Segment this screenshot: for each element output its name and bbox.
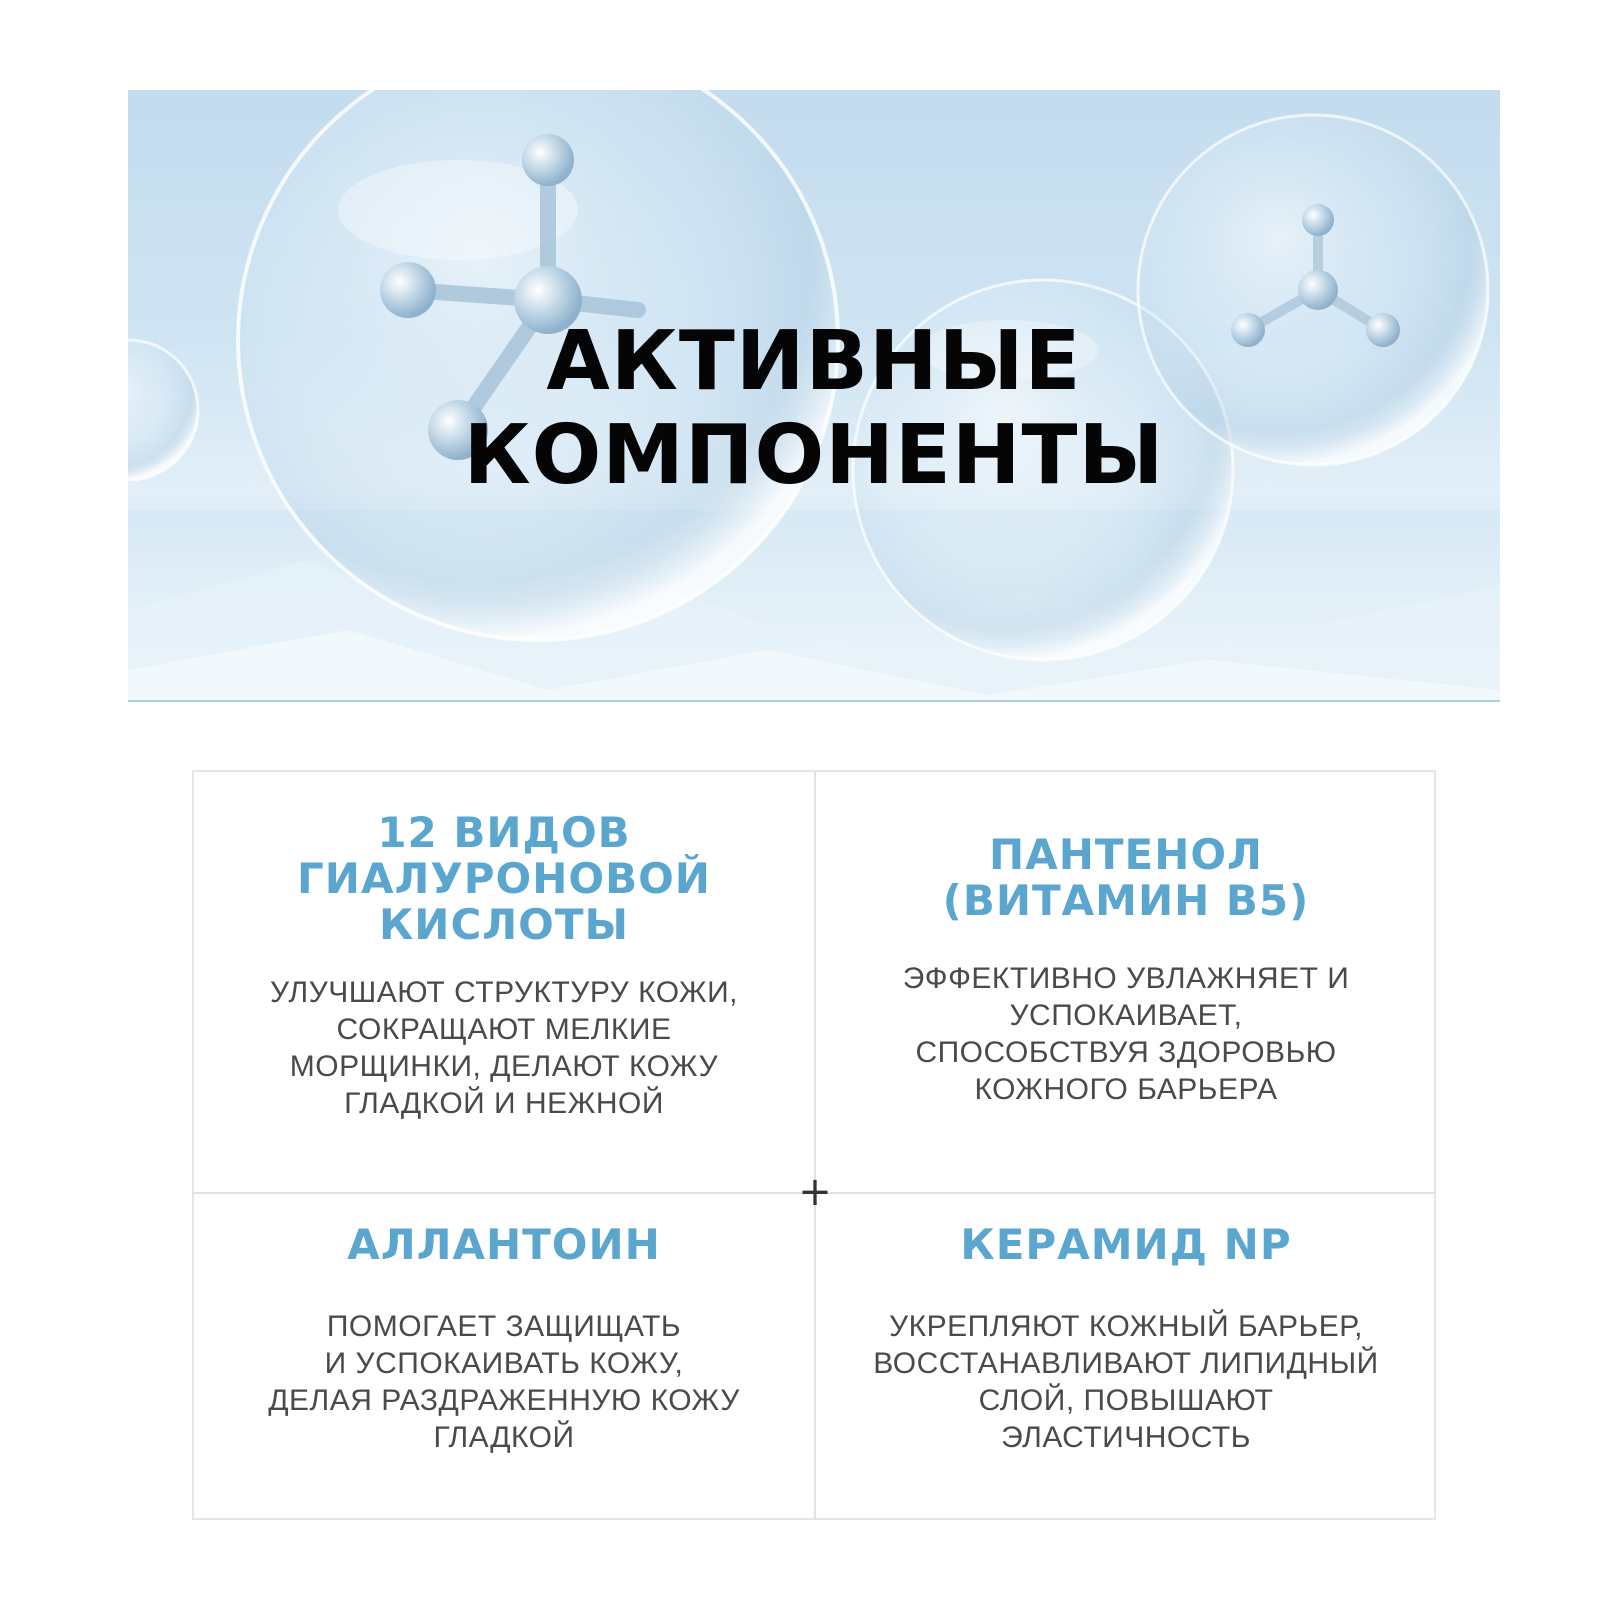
component-description-line: ГЛАДКОЙ [433, 1421, 575, 1454]
hero-banner [128, 90, 1500, 702]
component-title-line: ГИАЛУРОНОВОЙ [297, 854, 711, 903]
plus-icon: + [798, 1169, 832, 1215]
component-title-line: (ВИТАМИН В5) [942, 876, 1310, 925]
component-card-allantoin [194, 1194, 814, 1520]
component-description-line: ЭФФЕКТИВНО УВЛАЖНЯЕТ И [902, 962, 1350, 995]
component-description-line: МОРЩИНКИ, ДЕЛАЮТ КОЖУ [289, 1050, 719, 1083]
component-title-line: 12 ВИДОВ [377, 808, 631, 857]
component-description-line: УЛУЧШАЮТ СТРУКТУРУ КОЖИ, [269, 976, 738, 1009]
component-description [194, 1308, 814, 1456]
component-description [816, 960, 1436, 1108]
component-description-line: И УСПОКАИВАТЬ КОЖУ, [324, 1347, 684, 1380]
page-title [128, 315, 1500, 503]
component-title [816, 832, 1436, 924]
component-description-line: СПОСОБСТВУЯ ЗДОРОВЬЮ [915, 1036, 1337, 1069]
component-description-line: КОЖНОГО БАРЬЕРА [974, 1073, 1278, 1106]
component-card-ceramide [816, 1194, 1436, 1520]
component-description-line: ПОМОГАЕТ ЗАЩИЩАТЬ [326, 1310, 682, 1343]
component-title-line: КИСЛОТЫ [378, 900, 630, 949]
component-title [816, 1222, 1436, 1268]
component-card-hyaluronic-acid [194, 772, 814, 1192]
component-title [194, 1222, 814, 1268]
component-card-panthenol [816, 772, 1436, 1192]
component-description-line: ДЕЛАЯ РАЗДРАЖЕННУЮ КОЖУ [268, 1384, 740, 1417]
component-description [194, 974, 814, 1122]
component-title-line: ПАНТЕНОЛ [989, 830, 1263, 879]
component-description-line: СОКРАЩАЮТ МЕЛКИЕ [336, 1013, 672, 1046]
components-grid [192, 770, 1436, 1520]
component-description-line: УКРЕПЛЯЮТ КОЖНЫЙ БАРЬЕР, [889, 1310, 1363, 1343]
component-description-line: ГЛАДКОЙ И НЕЖНОЙ [344, 1087, 664, 1120]
component-description-line: ВОССТАНАВЛИВАЮТ ЛИПИДНЫЙ [873, 1347, 1379, 1380]
page-title-line: КОМПОНЕНТЫ [463, 408, 1165, 503]
page-title-line: АКТИВНЫЕ [546, 314, 1082, 409]
component-description-line: ЭЛАСТИЧНОСТЬ [1001, 1421, 1251, 1454]
component-description-line: СЛОЙ, ПОВЫШАЮТ [978, 1384, 1274, 1417]
component-title-line: КЕРАМИД NP [960, 1220, 1292, 1269]
component-description [816, 1308, 1436, 1456]
component-description-line: УСПОКАИВАЕТ, [1009, 999, 1243, 1032]
component-title [194, 810, 814, 948]
component-title-line: АЛЛАНТОИН [347, 1220, 661, 1269]
